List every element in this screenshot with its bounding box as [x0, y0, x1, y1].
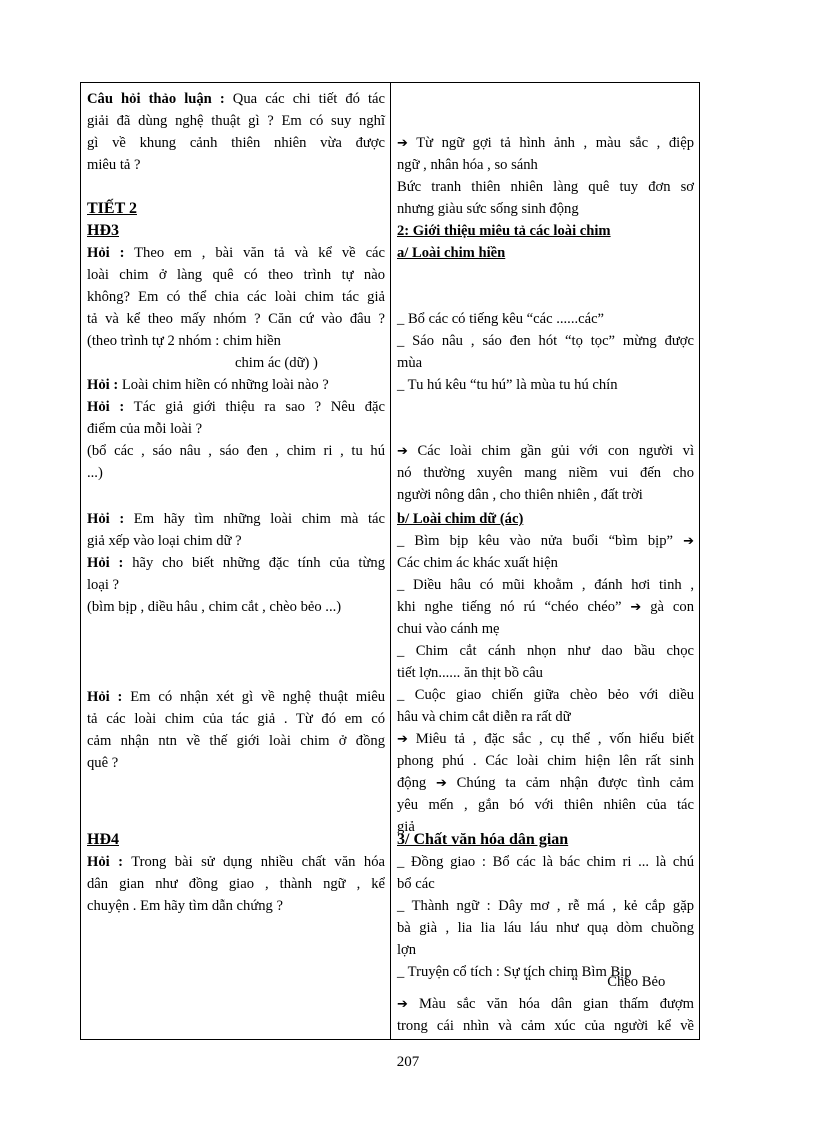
text-line: giả xếp vào loại chim dữ ?	[87, 533, 242, 549]
text-line: bà già , lia lia láu láu như quạ dòm chuồng	[397, 920, 694, 936]
text-line: loại ?	[87, 577, 120, 593]
answers-column	[391, 83, 699, 1039]
text-line: ngữ , nhân hóa , so sánh	[397, 157, 538, 173]
text-line: khi nghe tiếng nó rú “chéo chéo” ➔ gà con	[397, 599, 694, 615]
text-line: trong cái nhìn và cảm xúc của người kể về	[397, 1018, 694, 1034]
answer: ➔ Các loài chim gần gủi với con người vì	[397, 443, 694, 459]
activity-heading: HĐ3	[87, 222, 119, 239]
text-line: “ “ Chèo Bẻo	[525, 974, 666, 990]
answer: ➔ Màu sắc văn hóa dân gian thấm đượm	[397, 996, 694, 1012]
section-heading: 3/ Chất văn hóa dân gian	[397, 831, 569, 848]
text-line: tả các loài chim của tác giả . Từ đó em có	[87, 711, 385, 727]
text-line: loài chim ở làng quê có theo trình tự nào	[87, 267, 385, 283]
text-line: nó thường xuyên mang niềm vui đến cho	[397, 465, 694, 481]
text-line: _ Đồng giao : Bổ các là bác chim ri ... là chú	[397, 854, 694, 870]
text-line: _ Chim cắt cánh nhọn như dao bầu chọc	[397, 643, 694, 659]
activity-heading: HĐ4	[87, 831, 119, 848]
text-line: yêu mến , gắn bó với thiên nhiên của tác	[397, 797, 694, 813]
text-line: ...)	[87, 465, 103, 481]
text-line: chui vào cánh mẹ	[397, 621, 500, 637]
text-line: _ Diều hâu có mũi khoằm , đánh hơi tinh ,	[397, 577, 694, 593]
text-line: mùa	[397, 355, 423, 371]
text-line: không? Em có thể chia các loài chim tác giả	[87, 289, 385, 305]
answer: ➔ Từ ngữ gợi tả hình ảnh , màu sắc , điệp	[397, 135, 694, 151]
text-line: _ Bìm bịp kêu vào nửa buổi “bìm bịp” ➔	[397, 533, 694, 549]
discussion-question: Câu hỏi thảo luận : Qua các chi tiết đó tác	[87, 91, 385, 107]
subsection-heading: a/ Loài chim hiền	[397, 245, 506, 261]
text-line: Các chim ác khác xuất hiện	[397, 555, 558, 571]
text-line: (bổ các , sáo nâu , sáo đen , chim ri , tu hú	[87, 443, 385, 459]
text-line: chuyện . Em hãy tìm dẫn chứng ?	[87, 898, 283, 914]
text-line: phong phú . Các loài chim hiện lên rất sinh	[397, 753, 694, 769]
text-line: tả và kể theo mấy nhóm ? Căn cứ vào đâu ?	[87, 311, 385, 327]
text-line: Bức tranh thiên nhiên làng quê tuy đơn sơ	[397, 179, 694, 195]
arrow-icon: ➔	[397, 732, 408, 747]
text-line: _ Truyện cổ tích : Sự tích chim Bìm Bịp	[397, 964, 632, 980]
question: Hỏi : hãy cho biết những đặc tính của từng	[87, 555, 385, 571]
question: Hỏi : Em có nhận xét gì về nghệ thuật miêu	[87, 689, 385, 705]
text-line: _ Thành ngữ : Dây mơ , rễ má , kẻ cắp gặp	[397, 898, 694, 914]
question: Hỏi : Theo em , bài văn tả và kể về các	[87, 245, 385, 261]
arrow-icon: ➔	[683, 534, 694, 549]
text-line: lợn	[397, 942, 417, 958]
text-line: bổ các	[397, 876, 435, 892]
text-line: động ➔ Chúng ta cảm nhận được tình cảm	[397, 775, 694, 791]
text-line: tiết lợn...... ăn thịt bồ câu	[397, 665, 543, 681]
text-line: dân gian như đồng giao , thành ngữ , kể	[87, 876, 385, 892]
text-line: giải đã dùng nghệ thuật gì ? Em có suy nghĩ	[87, 113, 385, 129]
answer: ➔ Miêu tả , đặc sắc , cụ thể , vốn hiểu biết	[397, 731, 694, 747]
arrow-icon: ➔	[397, 444, 408, 459]
text-line: (theo trình tự 2 nhóm : chim hiền	[87, 333, 281, 349]
text-line: hâu và chim cắt diễn ra rất dữ	[397, 709, 571, 725]
text-line: quê ?	[87, 755, 119, 771]
arrow-icon: ➔	[397, 136, 408, 151]
text-line: điểm của mỗi loài ?	[87, 421, 203, 437]
subsection-heading: b/ Loài chim dữ (ác)	[397, 511, 524, 527]
text-line: _ Bổ các có tiếng kêu “các ......các”	[397, 311, 605, 327]
question: Hỏi : Em hãy tìm những loài chim mà tác	[87, 511, 385, 527]
text-line: người nông dân , cho thiên nhiên , đất trời	[397, 487, 643, 503]
question: Hỏi : Loài chim hiền có những loài nào ?	[87, 377, 329, 393]
section-heading: 2: Giới thiệu miêu tả các loài chim	[397, 223, 611, 239]
arrow-icon: ➔	[397, 997, 408, 1012]
text-line: giả	[397, 819, 415, 835]
page-number: 207	[396, 1054, 420, 1070]
text-line: _ Tu hú kêu “tu hú” là mùa tu hú chín	[397, 377, 618, 393]
questions-column	[81, 83, 391, 1039]
text-line: chim ác (dữ) )	[235, 355, 318, 371]
text-line: miêu tả ?	[87, 157, 141, 173]
text-line: cảm nhận ntn về thế giới loài chim ở đồng	[87, 733, 385, 749]
question: Hỏi : Trong bài sử dụng nhiều chất văn hóa	[87, 854, 385, 870]
lesson-table	[80, 82, 700, 1040]
arrow-icon: ➔	[630, 600, 642, 615]
text-line: (bìm bịp , diều hâu , chim cắt , chèo bẻo ...)	[87, 599, 342, 615]
text-line: nhưng giàu sức sống sinh động	[397, 201, 579, 217]
lesson-heading: TIẾT 2	[87, 200, 137, 217]
text-line: gì về khung cảnh thiên nhiên vừa được	[87, 135, 385, 151]
text-line: _ Sáo nâu , sáo đen hót “tọ tọc” mừng được	[397, 333, 694, 349]
question: Hỏi : Tác giả giới thiệu ra sao ? Nêu đặc	[87, 399, 385, 415]
arrow-icon: ➔	[435, 776, 447, 791]
text-line: _ Cuộc giao chiến giữa chèo bẻo với diều	[397, 687, 694, 703]
